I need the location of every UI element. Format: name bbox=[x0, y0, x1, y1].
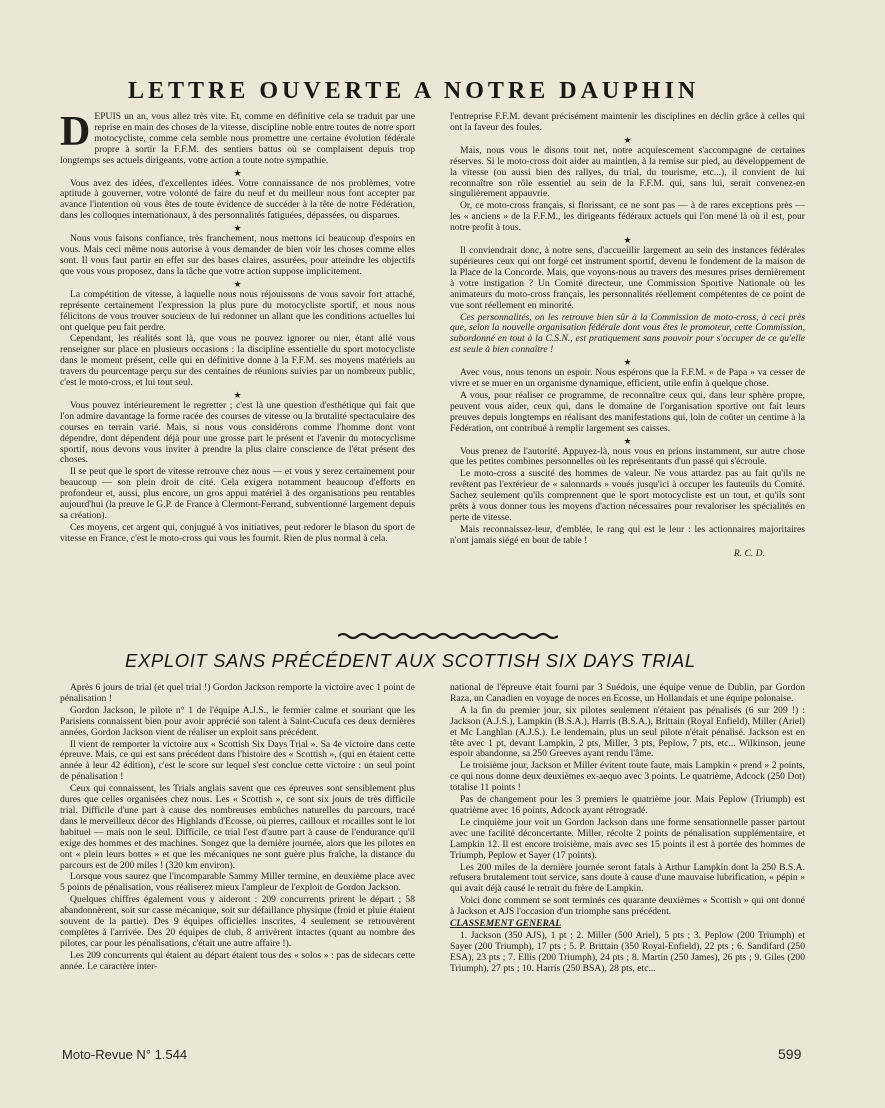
paragraph: Les 209 concurrents qui étaient au départ étaient tous des « solos » : pas de sidecars cette année. Le caractère inter- bbox=[60, 949, 415, 972]
star-separator: ★ bbox=[233, 223, 242, 234]
exploit-column-left bbox=[60, 683, 415, 974]
paragraph: Vous prenez de l'autorité. Appuyez-là, nous vous en prions instamment, sur autre chose que les petites combines personnelles où les représentants d'un passé qui s'écroule. bbox=[450, 445, 805, 468]
star-separator: ★ bbox=[233, 389, 242, 400]
paragraph: Le moto-cross a suscité des hommes de valeur. Ne vous attardez pas au fait qu'ils ne revêtent pas l'extérieur de « salonnards » voués jusqu'ici à occuper les fauteuils du Comité. Sachez seulement qu'ils comprennent que le sport motocycliste est un tout, et qu'ils sont prêts à vous donner tous les moyens d'action nécessaires pour revaloriser les spécialités en perte de vitesse. bbox=[450, 468, 805, 523]
paragraph: Vous pouvez intérieurement le regretter ; c'est là une question d'esthétique qui fait que l'on admire davantage la forme racée des courses de vitesse ou la brutalité spectaculaire des courses en terrain varié. Mais, si nous vous considérons comme l'homme dont vont dépendre, dont dépendent déjà pour une grosse part le présent et l'avenir du motocyclisme sportif, nous devons vous inviter à prendre la plus claire conscience de l'état présent des choses. bbox=[60, 399, 415, 466]
paragraph: Ceux qui connaissent, les Trials anglais savent que ces épreuves sont sensiblement plus dures que celles organisées chez nous. Les « Scottish », ce sont six jours de très difficile trial. Difficile d'une part à cause des nombreuses embûches naturelles du parcours, tracé dans le merveilleux décor des Highlands d'Ecosse, où pierres, cailloux et rocailles sont le lot habituel — mais non le seul. Difficile, ce trial l'est d'autre part à cause de l'endurance qu'il exige des hommes et des machines. Songez que la dernière journée, alors que les pilotes en ont « plein leurs bottes » et que les mécaniques ne sont guère plus fraîche, la distance du parcours est de 200 miles ! (320 km environ). bbox=[60, 783, 415, 871]
ornamental-divider bbox=[338, 632, 558, 640]
star-separator: ★ bbox=[623, 235, 632, 246]
paragraph: Le cinquième jour voit un Gordon Jackson dans une forme sensationnelle passer partout avec une facilité déconcertante. Miller, récolte 2 points de pénalisation supplémentaire, et Lampkin 12. Il est encore troisième, mais avec ses 15 points il est à portée des hommes de Triumph, Peplow et Sayer (17 points). bbox=[450, 816, 805, 861]
star-separator: ★ bbox=[233, 167, 242, 178]
signature: R. C. D. bbox=[733, 547, 765, 559]
paragraph: Cependant, les réalités sont là, que vous ne pouvez ignorer ou nier, étant allé vous renseigner sur place en plusieurs occasions : la discipline essentielle du sport motocycliste dans le moment présent, celle qui en définitive donne à la F.F.M. ses moyens matériels au travers du pourcentage perçu sur des centaines de réunions suivies par un nombreux public, c'est le moto-cross, et lui tout seul. bbox=[60, 333, 415, 389]
paragraph: EPUIS un an, vous allez très vite. Et, comme en définitive cela se traduit par une reprise en main des choses de la vitesse, discipline noble entre toutes de notre sport motocycliste, comme cela semble nous promettre une certaine évolution fédérale propre à sortir la F.F.M. des sentiers battus où se complaisent depuis trop longtemps ses actuels dirigeants, votre action a toute notre sympathie. bbox=[60, 111, 415, 166]
paragraph: Avec vous, nous tenons un espoir. Nous espérons que la F.F.M. « de Papa » va cesser de vivre et se muer en un organisme dynamique, efficient, utile enfin à quelque chose. bbox=[450, 367, 805, 390]
paragraph: Lorsque vous saurez que l'incomparable Sammy Miller termine, en deuxième place avec 5 points de pénalisation, vous réaliserez mieux l'ampleur de l'exploit de Gordon Jackson. bbox=[60, 871, 415, 894]
paragraph: Le troisième jour, Jackson et Miller évitent toute faute, mais Lampkin « prend » 2 points, ce qui nous donne deux deuxièmes ex-aequo avec 3 points. Le quatrième, Adcock (250 Dot) totalise 11 points ! bbox=[450, 760, 805, 794]
paragraph: Quelques chiffres également vous y aideront : 209 concurrents prirent le départ ; 58 abandonnèrent, soit sur casse mécanique, soit sur défaillance physique (froid et pluie étaient souvent de la partie). Des 9 équipes officielles inscrites, 4 seulement se retrouvèrent complètes à l'arrivée. Des 20 équipes de club, 8 arrivèrent intactes (quant au nombre des pilotes, car pour les pénalisations, c'était une autre affaire !). bbox=[60, 894, 415, 949]
star-separator: ★ bbox=[233, 278, 242, 289]
exploit-title: EXPLOIT SANS PRÉCÉDENT AUX SCOTTISH SIX DAYS TRIAL bbox=[125, 650, 696, 671]
paragraph: Voici donc comment se sont terminés ces quarante deuxièmes « Scottish » qui ont donné à Jackson et AJS l'occasion d'un triomphe sans précédent. bbox=[450, 895, 805, 918]
drop-cap: D bbox=[60, 109, 91, 155]
paragraph: A la fin du premier jour, six pilotes seulement n'étaient pas pénalisés (6 sur 209 !) : Jackson (A.J.S.), Lampkin (B.S.A.), Harris (B.S.A.), Brittain (Royal Enfield), Miller (Ariel) et Mc Langhlan (A.J.S.). Le lendemain, plus un seul pilote n'était pénalisé. Jackson est en tête avec 1 pt, devant Lampkin, 2 pts, Miller, 3 pts, Peplow, 7 pts, etc... Wilkinson, jeune espoir abandonne, sa 250 Greeves ayant rendu l'âme. bbox=[450, 704, 805, 760]
paragraph: A vous, pour réaliser ce programme, de reconnaître ceux qui, dans leur sphère propre, peuvent vous aider, ceux qui, dans le domaine de l'organisation sportive ont fait leurs preuves depuis longtemps en réalisant des manifestations qui, loin de coûter un centime à la Fédération, ont contribué à remplir largement ses caisses. bbox=[450, 389, 805, 434]
star-separator: ★ bbox=[623, 357, 632, 368]
paragraph: l'entreprise F.F.M. devant précisément maintenir les disciplines en déclin grâce à celles qui ont la faveur des foules. bbox=[450, 111, 805, 133]
exploit-column-right bbox=[450, 683, 805, 976]
paragraph: Mais reconnaissez-leur, d'emblée, le rang qui est le leur : les actionnaires majoritaires n'ont jamais siégé en bout de table ! bbox=[450, 523, 805, 546]
star-separator: ★ bbox=[623, 435, 632, 446]
classement-results: 1. Jackson (350 AJS), 1 pt ; 2. Miller (500 Ariel), 5 pts ; 3. Peplow (200 Triumph) et Sayer (200 Triumph), 17 pts ; 5. P. Brittain (350 Royal-Enfield), 22 pts ; 6. Sandifard (250 ESA), 23 pts ; 7. Ellis (200 Triumph), 24 pts ; 8. Martin (250 James), 26 pts ; 9. Giles (200 Triumph), 27 pts ; 10. Harris (250 BSA), 28 pts, etc... bbox=[450, 929, 805, 974]
paragraph: Il vient de remporter la victoire aux « Scottish Six Days Trial ». Sa 4e victoire dans cette épreuve. Mais, ce qui est sans précédent dans l'histoire des « Scottish », (qui en étaient cette année à leur 42 édition), c'est le score sur lequel s'est conclue cette victoire : un seul point de pénalisation ! bbox=[60, 738, 415, 783]
paragraph: Vous avez des idées, d'excellentes idées. Votre connaissance de nos problèmes, votre aptitude à gouverner, votre volonté de faire du neuf et du meilleur nous font accepter par avance l'intention où vous êtes de toute évidence de succéder à la tête de notre Fédération, dans les colloques internationaux, à des personnalités fatiguées, dépassées, ou disparues. bbox=[60, 177, 415, 222]
paragraph: Gordon Jackson, le pilote n° 1 de l'équipe A.J.S., le fermier calme et souriant que les Parisiens connaissent bien pour avoir apprécié son talent à Saint-Cucufa ces deux dernières années, Gordon Jackson vient de réaliser un exploit sans précédent. bbox=[60, 704, 415, 738]
star-separator: ★ bbox=[623, 134, 632, 145]
paragraph: Après 6 jours de trial (et quel trial !) Gordon Jackson remporte la victoire avec 1 point de pénalisation ! bbox=[60, 682, 415, 704]
paragraph: La compétition de vitesse, à laquelle nous nous réjouissons de vous savoir fort attaché, représente certainement l'expression la plus pure du motocycliste sportif, et nous nous félicitons de vous trouver soucieux de lui redonner un allant que les conditions actuelles lui ont quelque peu fait perdre. bbox=[60, 288, 415, 333]
paragraph: national de l'épreuve était fourni par 3 Suédois, une équipe venue de Dublin, par Gordon Raza, un Canadien en voyage de noces en Ecosse, un Hollandais et une équipe polonaise. bbox=[450, 682, 805, 704]
paragraph: Il conviendrait donc, à notre sens, d'accueillir largement au sein des instances fédérales supérieures ceux qui ont forgé cet instrument sportif, devenu le fondement de la maison de la Place de la Concorde. Mais, que voyons-nous au travers des mesures prises dernièrement à votre instigation ? Un Comité directeur, une Commission Sportive Nationale où les animateurs du moto-cross français, les personnalités réellement compétentes de ce point de vue sont réellement en minorité. bbox=[450, 245, 805, 311]
paragraph: Les 200 miles de la dernière journée seront fatals à Arthur Lampkin dont la 250 B.S.A. refusera brutalement tout service, sans doute à cause d'une mauvaise lubrification, « pépin » qui avait déjà causé le retrait du frère de Lampkin. bbox=[450, 861, 805, 895]
lettre-title: LETTRE OUVERTE A NOTRE DAUPHIN bbox=[128, 78, 700, 104]
lettre-column-left bbox=[60, 109, 415, 546]
paragraph: Nous vous faisons confiance, très franchement, nous mettons ici beaucoup d'espoirs en vous. Mais ceci même nous autorise à vous demander de bien voir les choses comme elles sont. Il vous faut partir en effet sur des bases claires, assurées, pour atteindre les objectifs que vous vous proposez, dans la tâche que votre action suppose implicitement. bbox=[60, 233, 415, 277]
classement-heading: CLASSEMENT GENERAL bbox=[450, 918, 562, 930]
paragraph: Ces moyens, cet argent qui, conjugué à vos initiatives, peut redorer le blason du sport de vitesse en France, c'est le moto-cross qui vous les fournit. Rien de plus normal à cela. bbox=[60, 521, 415, 544]
page-number: 599 bbox=[778, 1046, 802, 1062]
magazine-issue: Moto-Revue N° 1.544 bbox=[62, 1047, 188, 1062]
paragraph: Mais, nous vous le disons tout net, notre acquiescement s'accompagne de certaines réserves. Si le moto-cross doit aider au maintien, à la remise sur pied, au développement de la vitesse (ou aussi bien des rallyes, du trial, du tourisme, etc...), il convient de lui reconnaître son rôle essentiel au sein de la F.F.M. qui, sans lui, serait convenez-en singulièrement appauvrie. bbox=[450, 144, 805, 200]
lettre-column-right bbox=[450, 112, 805, 560]
paragraph: Pas de changement pour les 3 premiers le quatrième jour. Mais Peplow (Triumph) est quatrième avec 16 points, Adcock ayant rétrogradé. bbox=[450, 794, 805, 816]
paragraph: Or, ce moto-cross français, si florissant, ce ne sont pas — à de rares exceptions près — les « anciens » de la F.F.M., les dirigeants fédéraux actuels qui l'on mené là où il est, pour notre profit à tous. bbox=[450, 200, 805, 234]
paragraph: Ces personnalités, on les retrouve bien sûr à la Commission de moto-cross, à ceci près que, selon la nouvelle organisation fédérale dont vous êtes le promoteur, cette Commission, subordonné en tout à la C.S.N., est pratiquement sans pouvoir pour s'occuper de ce qu'elle est seule à bien connaître ! bbox=[450, 311, 805, 356]
paragraph: Il se peut que le sport de vitesse retrouve chez nous — et vous y serez certainement pour beaucoup — son plein droit de cité. Cela exigera notamment beaucoup d'efforts en profondeur et, aussi, plus encore, un gros appui matériel à des organisations peu rentables aujourd'hui (la preuve le G.P. de France à Clermont-Ferrand, subventionné largement depuis sa création). bbox=[60, 466, 415, 521]
